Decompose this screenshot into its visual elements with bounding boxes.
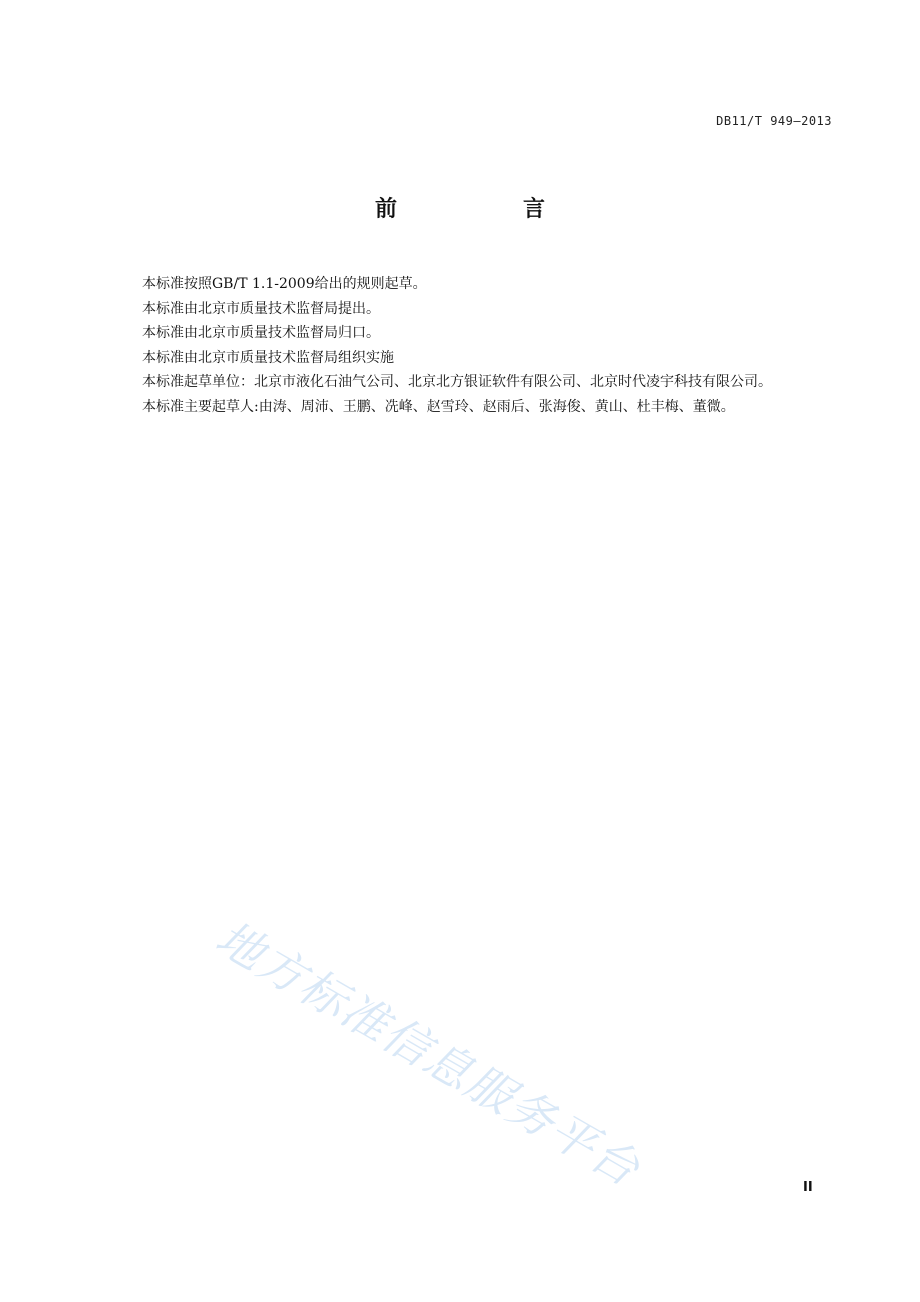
paragraph: 本标准按照GB/T 1.1-2009给出的规则起草。 (142, 276, 427, 292)
paragraph: 本标准由北京市质量技术监督局提出。 (142, 300, 380, 317)
page-number: II (803, 1180, 813, 1195)
paragraph: 本标准由北京市质量技术监督局组织实施 (142, 349, 394, 366)
paragraph: 本标准起草单位：北京市液化石油气公司、北京北方银证软件有限公司、北京时代凌宇科技有限公司。 (142, 374, 772, 390)
watermark: 地方标准信息服务平台 (207, 910, 650, 1197)
page-title: 前 言 (374, 197, 597, 222)
paragraph: 本标准主要起草人:由涛、周沛、王鹏、冼峰、赵雪玲、赵雨后、张海俊、黄山、杜丰梅、董微。 (142, 398, 735, 415)
body-text (112, 272, 834, 419)
paragraph: 本标准由北京市质量技术监督局归口。 (142, 325, 380, 341)
standard-code: DB11/T 949—2013 (716, 114, 832, 128)
